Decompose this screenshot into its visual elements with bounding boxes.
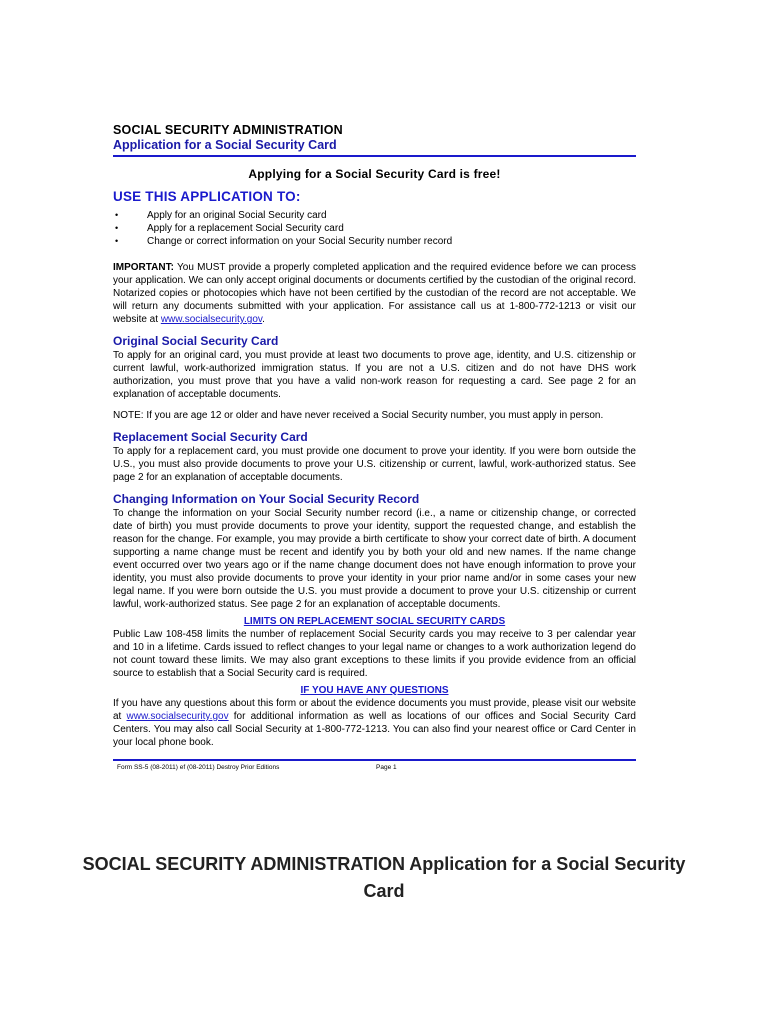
important-end: . [262,314,265,325]
bullet-icon: • [115,236,119,246]
important-label: IMPORTANT: [113,262,174,273]
questions-paragraph [113,697,636,749]
list-item [113,235,636,248]
original-card-text: To apply for an original card, you must provide at least two documents to prove age, identity, and U.S. citizenship or current lawful, work-authorized immigration status. If you are not a U.S. citizen and do not have DHS work authorization, you must prove that you have a valid non-work reason for requesting a card. See page 2 for an explanation of acceptable documents. [113,350,636,400]
changing-info-text: To change the information on your Social Security number record (i.e., a name or citizenship change, or corrected date of birth) you must provide documents to prove your identity, support the requested change, and establish the reason for the change. For example, you may provide a birth certificate to show your correct date of birth. A document supporting a name change must be recent and identify you by both your old and new names. If the name change event occurred over two years ago or if the name change document does not have enough information to prove your identity, you must also provide documents to prove your identity in your prior name and/or in some cases your new legal name. If you were born outside the U.S. you must provide a document to prove your U.S. citizenship or current lawful, work-authorized status. See page 2 for an explanation of acceptable documents. [113,508,636,610]
form-page-1 [113,123,636,776]
bullet-icon: • [115,210,119,220]
questions-text-after: for additional information as well as locations of our offices and Social Security Card Centers. You may also call Social Security at 1-800-772-1213. You can also find your nearest office or Card Center in your local phone book. [113,711,636,748]
form-number: Form SS-5 (08-2011) ef (08-2011) Destroy Prior Editions [117,764,280,771]
list-item-text: Apply for an original Social Security card [147,210,327,221]
website-link[interactable]: www.socialsecurity.gov [160,314,263,325]
bullet-icon: • [115,223,119,233]
list-item [113,222,636,235]
replacement-card-text: To apply for a replacement card, you must provide one document to prove your identity. If you were born outside the U.S., you must also provide documents to prove your U.S. citizenship or current, lawful, work-authorized status. See page 2 for an explanation of acceptable documents. [113,446,636,483]
original-card-heading: Original Social Security Card [113,334,279,348]
application-title: Application for a Social Security Card [113,138,337,152]
limits-heading[interactable]: LIMITS ON REPLACEMENT SOCIAL SECURITY CARDS [243,616,506,627]
limits-text: Public Law 108-458 limits the number of replacement Social Security cards you may receive to 3 per calendar year and 10 in a lifetime. Cards issued to reflect changes to your legal name or changes to a work authorization legend do not count toward these limits. We may also grant exceptions to these limits if you provide evidence from an official source to establish that a Social Security card is required. [113,629,636,679]
document-title: SOCIAL SECURITY ADMINISTRATION Application for a Social Security Card [82,854,686,901]
page-footer [113,764,636,776]
important-paragraph [113,261,636,326]
list-item [113,209,636,222]
changing-info-heading: Changing Information on Your Social Security Record [113,492,420,506]
list-item-text: Change or correct information on your Social Security number record [147,236,453,247]
agency-name: SOCIAL SECURITY ADMINISTRATION [113,123,343,137]
original-card-note: NOTE: If you are age 12 or older and have never received a Social Security number, you must apply in person. [113,410,604,421]
important-text: You MUST provide a properly completed application and the required evidence before we can process your application. We can only accept original documents or documents certified by the custodian of the original record. Notarized copies or photocopies which have not been certified by the custodian of the record are not acceptable. We will return any documents submitted with your application. For assistance call us at 1-800-772-1213 or visit our website at [113,262,636,325]
website-link[interactable]: www.socialsecurity.gov [126,711,229,722]
footer-divider [113,759,636,761]
list-item-text: Apply for a replacement Social Security card [147,223,344,234]
free-notice: Applying for a Social Security Card is free! [248,167,501,181]
use-heading: USE THIS APPLICATION TO: [113,189,301,204]
use-list [113,209,636,248]
page-number: Page 1 [376,764,397,771]
questions-text-before: If you have any questions about this form or about the evidence documents you must provide, please visit our website at [113,698,636,722]
replacement-card-heading: Replacement Social Security Card [113,430,308,444]
questions-heading[interactable]: IF YOU HAVE ANY QUESTIONS [300,685,449,696]
header-divider [113,155,636,157]
